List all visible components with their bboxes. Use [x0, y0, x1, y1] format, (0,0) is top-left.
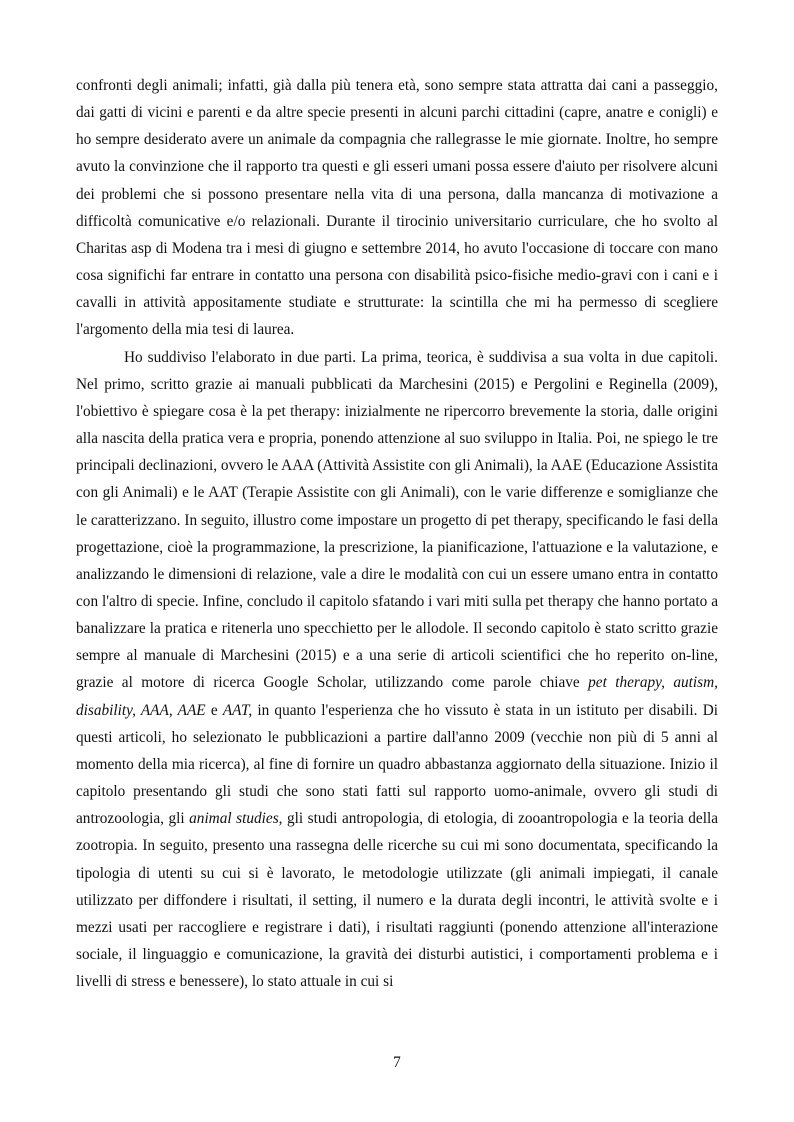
- paragraph-1: [76, 72, 718, 344]
- paragraph-2-run: , gli studi antropologia, di etologia, di zooantropologia e la teoria della zootropia. In seguito, presento una rassegna delle ricerche su cui mi sono documentata, specificando la tipologia di utenti su cui si è lavorato, le metodologie utilizzate (gli animali impiegati, il canale utilizzato per diffondere i risultati, il setting, il numero e la durata degli incontri, le attività svolte e i mezzi usati per raccogliere e registrare i dati), i risultati raggiunti (ponendo attenzione all'interazione sociale, il linguaggio e comunicazione, la gravità dei disturbi autistici, i comportamenti problema e i livelli di stress e benessere), lo stato attuale in cui si: [76, 810, 718, 991]
- paragraph-2-run: Ho suddiviso l'elaborato in due parti. La prima, teorica, è suddivisa a sua volta in due capitoli. Nel primo, scritto grazie ai manuali pubblicati da Marchesini (2015) e Pergolini e Reginella (2009), l'obiettivo è spiegare cosa è la pet therapy: inizialmente ne ripercorro brevemente la storia, dalle origini alla nascita della pratica vera e propria, ponendo attenzione al suo sviluppo in Italia. Poi, ne spiego le tre principali declinazioni, ovvero le AAA (Attività Assistite con gli Animali), la AAE (Educazione Assistita con gli Animali) e le AAT (Terapie Assistite con gli Animali), con le varie differenze e somiglianze che le caratterizzano. In seguito, illustro come impostare un progetto di pet therapy, specificando le fasi della progettazione, cioè la programmazione, la prescrizione, la pianificazione, l'attuazione e la valutazione, e analizzando le dimensioni di relazione, vale a dire le modalità con cui un essere umano entra in contatto con l'altro di specie. Infine, concludo il capitolo sfatando i vari miti sulla pet therapy che hanno portato a banalizzare la pratica e ritenerla uno specchietto per le allodole. Il secondo capitolo è stato scritto grazie sempre al manuale di Marchesini (2015) e a una serie di articoli scientifici che ho reperito on-line, grazie al motore di ricerca Google Scholar, utilizzando come parole chiave: [76, 348, 718, 692]
- page-body: [76, 72, 718, 995]
- paragraph-1-run: confronti degli animali; infatti, già dalla più tenera età, sono sempre stata attratta dai cani a passeggio, dai gatti di vicini e parenti e da altre specie presenti in alcuni parchi cittadini (capre, anatre e conigli) e ho sempre desiderato avere un animale da compagnia che rallegrasse le mie giornate. Inoltre, ho sempre avuto la convinzione che il rapporto tra questi e gli esseri umani possa essere d'aiuto per risolvere alcuni dei problemi che si possono presentare nella vita di una persona, dalla mancanza di motivazione a difficoltà comunicative e/o relazionali. Durante il tirocinio universitario curriculare, che ho svolto al Charitas asp di Modena tra i mesi di giugno e settembre 2014, ho avuto l'occasione di toccare con mano cosa significhi far entrare in contatto una persona con disabilità psico-fisiche medio-gravi con i cani e i cavalli in attività appositamente studiate e strutturate: la scintilla che mi ha permesso di scegliere l'argomento della mia tesi di laurea.: [76, 77, 718, 339]
- paragraph-2-run: in quanto l'esperienza che ho vissuto è stata in un istituto per disabili. Di questi articoli, ho selezionato le pubblicazioni a partire dall'anno 2009 (vecchie non più di 5 anni al momento della mia ricerca), al fine di fornire un quadro abbastanza aggiornato della situazione. Inizio il capitolo presentando gli studi che sono stati fatti sul rapporto uomo-animale, ovvero gli studi di antrozoologia, gli: [76, 701, 718, 828]
- paragraph-2: [76, 344, 718, 996]
- keyword-aat-italic: AAT,: [222, 701, 253, 719]
- animal-studies-italic: animal studies: [189, 810, 279, 828]
- paragraph-2-run: e: [205, 701, 223, 719]
- keywords-italic: pet therapy, autism, disability, AAA, AAE: [76, 674, 718, 719]
- page-number: 7: [393, 1054, 401, 1071]
